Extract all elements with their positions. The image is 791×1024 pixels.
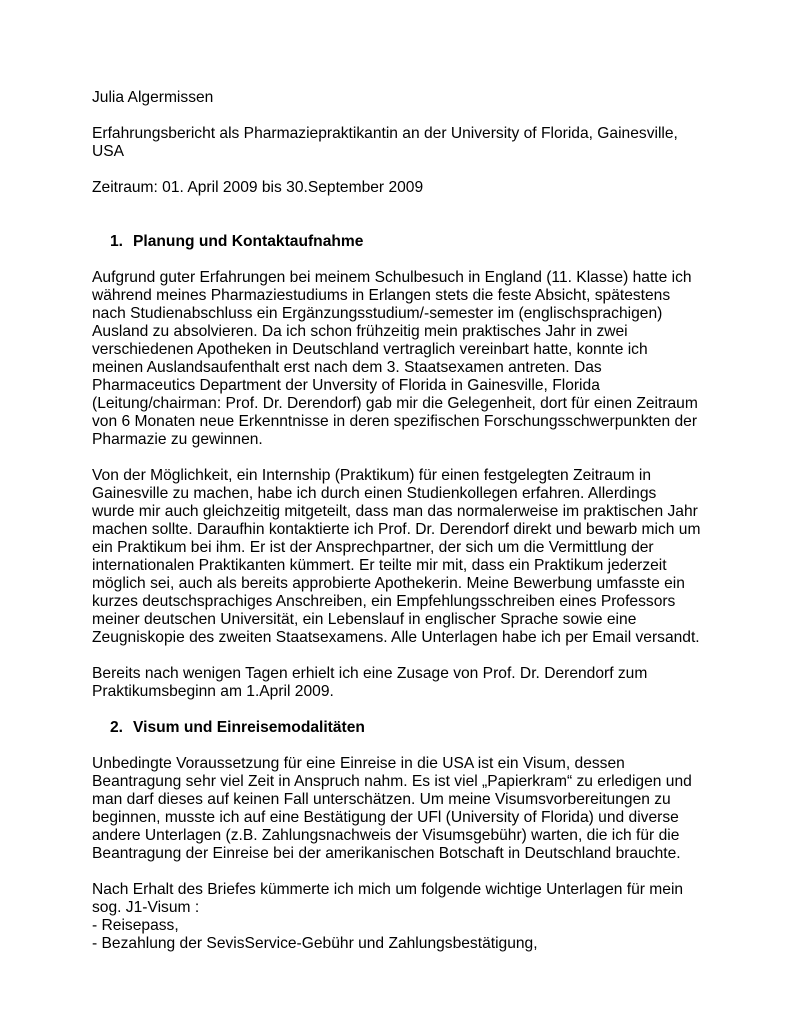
paragraph-line: Zeugniskopie des zweiten Staatsexamens. Alle Unterlagen habe ich per Email versandt. <box>92 629 700 646</box>
document-page <box>92 89 712 953</box>
paragraph-line: wurde mir auch gleichzeitig mitgeteilt, dass man das normalerweise im praktischen Jahr <box>92 503 698 520</box>
section-1-paragraph-1 <box>92 269 712 449</box>
section-1-number: 1. <box>110 233 124 250</box>
blank-line <box>92 215 712 233</box>
blank-line <box>92 107 712 125</box>
section-2-heading <box>92 719 712 737</box>
paragraph-line: Gainesville zu machen, habe ich durch einen Studienkollegen erfahren. Allerdings <box>92 485 657 502</box>
paragraph-line: von 6 Monaten neue Erkenntnisse in deren spezifischen Forschungsschwerpunkten der <box>92 413 698 430</box>
section-1-title: Planung und Kontaktaufnahme <box>133 233 364 250</box>
paragraph-line: meinen Auslandsaufenthalt erst nach dem 3. Staatsexamen antreten. Das <box>92 359 602 376</box>
paragraph-line: Bereits nach wenigen Tagen erhielt ich eine Zusage von Prof. Dr. Derendorf zum <box>92 665 648 682</box>
paragraph-line: (Leitung/chairman: Prof. Dr. Derendorf) gab mir die Gelegenheit, dort für einen Zeitraum <box>92 395 698 412</box>
paragraph-line: während meines Pharmaziestudiums in Erlangen stets die feste Absicht, spätestens <box>92 287 671 304</box>
author-name: Julia Algermissen <box>92 89 214 106</box>
list-item: - Bezahlung der SevisService-Gebühr und Zahlungsbestätigung, <box>92 935 538 952</box>
paragraph-line: meiner deutschen Universität, ein Lebenslauf in englischer Sprache sowie eine <box>92 611 637 628</box>
paragraph-line: kurzes deutschsprachiges Anschreiben, ein Empfehlungsschreiben eines Professors <box>92 593 676 610</box>
paragraph-line: man darf dieses auf keinen Fall unterschätzen. Um meine Visumsvorbereitungen zu <box>92 791 671 808</box>
paragraph-line: Ausland zu absolvieren. Da ich schon frühzeitig mein praktisches Jahr in zwei <box>92 323 628 340</box>
section-2-number: 2. <box>110 719 124 736</box>
blank-line <box>92 701 712 719</box>
paragraph-line: beginnen, musste ich auf eine Bestätigung der UFl (University of Florida) und diverse <box>92 809 679 826</box>
paragraph-line: Von der Möglichkeit, ein Internship (Praktikum) für einen festgelegten Zeitraum in <box>92 467 652 484</box>
section-2-paragraph-2 <box>92 881 712 953</box>
paragraph-line: Pharmazie zu gewinnen. <box>92 431 263 448</box>
section-2-title: Visum und Einreisemodalitäten <box>133 719 365 736</box>
paragraph-line: internationalen Praktikanten kümmert. Er teilte mir mit, dass ein Praktikum jederzeit <box>92 557 667 574</box>
blank-line <box>92 161 712 179</box>
paragraph-line: andere Unterlagen (z.B. Zahlungsnachweis der Visumsgebühr) warten, die ich für die <box>92 827 680 844</box>
paragraph-line: Beantragung der Einreise bei der amerikanischen Botschaft in Deutschland brauchte. <box>92 845 681 862</box>
paragraph-line: Beantragung sehr viel Zeit in Anspruch nahm. Es ist viel „Papierkram“ zu erledigen und <box>92 773 692 790</box>
section-1-heading <box>92 233 712 251</box>
blank-line <box>92 737 712 755</box>
blank-line <box>92 863 712 881</box>
paragraph-line: Pharmaceutics Department der Unversity of Florida in Gainesville, Florida <box>92 377 600 394</box>
paragraph-line: Praktikumsbeginn am 1.April 2009. <box>92 683 334 700</box>
blank-line <box>92 449 712 467</box>
paragraph-line: nach Studienabschluss ein Ergänzungsstudium/-semester im (englischsprachigen) <box>92 305 663 322</box>
paragraph-line: Aufgrund guter Erfahrungen bei meinem Schulbesuch in England (11. Klasse) hatte ich <box>92 269 692 286</box>
section-1-paragraph-3 <box>92 665 712 701</box>
paragraph-line: sog. J1-Visum : <box>92 899 200 916</box>
document-title-line-2: USA <box>92 143 125 160</box>
blank-line <box>92 251 712 269</box>
blank-line <box>92 197 712 215</box>
section-1-paragraph-2 <box>92 467 712 647</box>
paragraph-line: Unbedingte Voraussetzung für eine Einreise in die USA ist ein Visum, dessen <box>92 755 625 772</box>
paragraph-line: möglich sei, auch als bereits approbierte Apothekerin. Meine Bewerbung umfasste ein <box>92 575 685 592</box>
blank-line <box>92 647 712 665</box>
document-title-line-1: Erfahrungsbericht als Pharmaziepraktikantin an der University of Florida, Gainesville, <box>92 125 678 142</box>
paragraph-line: Nach Erhalt des Briefes kümmerte ich mich um folgende wichtige Unterlagen für mein <box>92 881 684 898</box>
list-item: - Reisepass, <box>92 917 179 934</box>
paragraph-line: machen sollte. Daraufhin kontaktierte ich Prof. Dr. Derendorf direkt und bewarb mich um <box>92 521 701 538</box>
section-2-paragraph-1 <box>92 755 712 863</box>
paragraph-line: verschiedenen Apotheken in Deutschland vertraglich vereinbart hatte, konnte ich <box>92 341 648 358</box>
paragraph-line: ein Praktikum bei ihm. Er ist der Ansprechpartner, der sich um die Vermittlung der <box>92 539 654 556</box>
period-line: Zeitraum: 01. April 2009 bis 30.September 2009 <box>92 179 424 196</box>
